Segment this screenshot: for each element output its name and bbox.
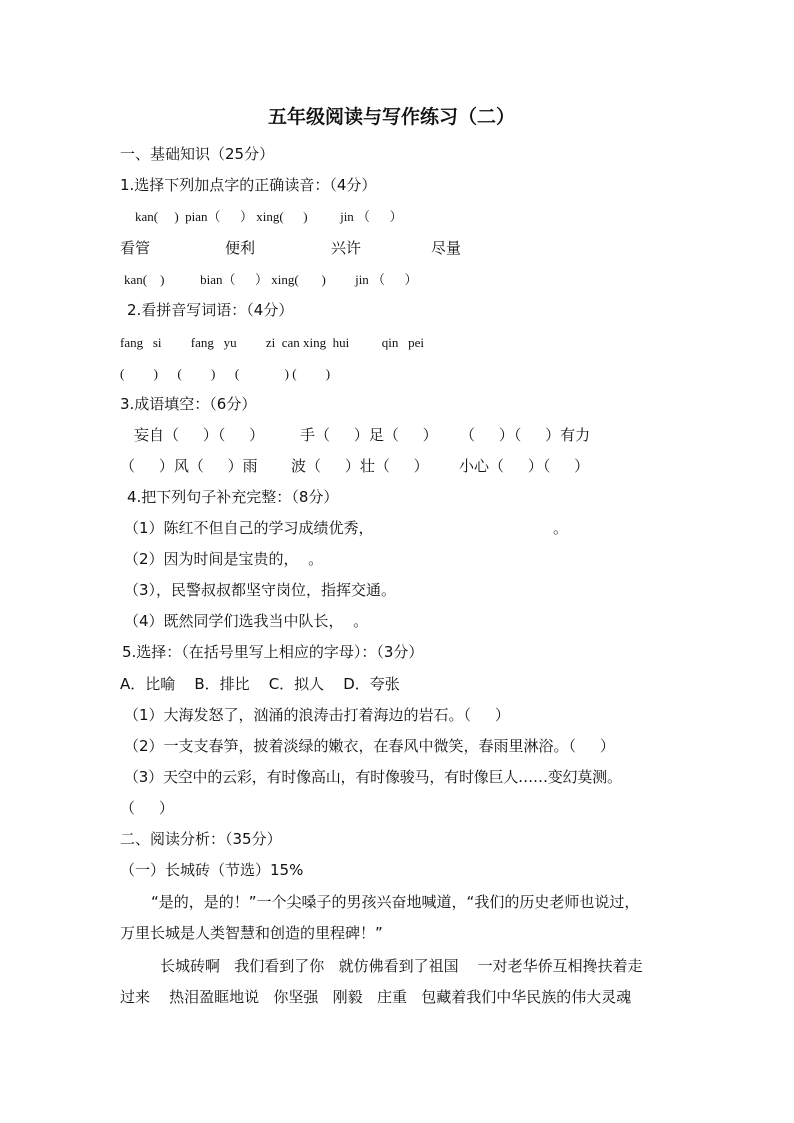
question-2-pinyin-row: fang si fang yu zi can xing hui qin pei (120, 335, 425, 350)
question-1-word-3: 兴许 (331, 239, 362, 257)
question-1-pinyin-row-1: kan( ) pian（ ） xing( ) jin （ ） (135, 209, 403, 224)
question-1-word-4: 尽量 (431, 239, 462, 257)
idiom-blank-6: 小心（ ）（ ） (459, 457, 590, 475)
question-1-word-1: 看管 (120, 239, 151, 257)
idiom-blank-1: 妄自（ ）（ ） (134, 426, 265, 444)
section-heading-reading-analysis: 二、阅读分析：（35分） (120, 830, 282, 848)
question-4-prompt: 4.把下列句子补充完整：（8分） (127, 488, 339, 506)
question-1-word-2: 便利 (225, 239, 256, 257)
idiom-blank-2: 手（ ）足（ ） (300, 426, 438, 444)
document-title: 五年级阅读与写作练习（二） (268, 106, 516, 128)
question-4-item-4: （4）既然同学们选我当中队长， 。 (124, 612, 369, 630)
question-1-prompt: 1.选择下列加点字的正确读音：（4分） (120, 176, 377, 194)
question-4-item-1-end: 。 (553, 519, 569, 537)
passage-paragraph-1-line-2: 万里长城是人类智慧和创造的里程碑！” (120, 924, 383, 942)
question-2-prompt: 2.看拼音写词语：（4分） (127, 301, 294, 319)
question-5-prompt: 5.选择：（在括号里写上相应的字母）：（3分） (122, 643, 424, 661)
idiom-blank-5: 波（ ）壮（ ） (291, 457, 429, 475)
idiom-blank-3: （ ）（ ）有力 (460, 426, 591, 444)
question-5-item-3: （3）天空中的云彩，有时像高山，有时像骏马，有时像巨人……变幻莫测。 (124, 768, 622, 786)
idiom-blank-4: （ ）风（ ）雨 (120, 457, 258, 475)
question-4-item-1: （1）陈红不但自己的学习成绩优秀， (124, 519, 374, 537)
passage-paragraph-2-line-1: 长城砖啊 我们看到了你 就仿佛看到了祖国 一对老华侨互相搀扶着走 (160, 957, 643, 975)
question-5-options: A．比喻 B．排比 C．拟人 D．夸张 (120, 675, 400, 693)
question-5-item-2: （2）一支支春笋，披着淡绿的嫩衣，在春风中微笑，春雨里淋浴。（ ） (124, 737, 615, 755)
question-1-pinyin-row-2: kan( ) bian（ ） xing( ) jin （ ） (124, 272, 418, 287)
question-5-item-3-answer: （ ） (120, 799, 174, 817)
passage-paragraph-2-line-2: 过来 热泪盈眶地说 你坚强 刚毅 庄重 包藏着我们中华民族的伟大灵魂 (120, 988, 632, 1006)
question-5-item-1: （1）大海发怒了，汹涌的浪涛击打着海边的岩石。（ ） (124, 706, 510, 724)
passage-paragraph-1-line-1: “是的，是的！”一个尖嗓子的男孩兴奋地喊道，“我们的历史老师也说过， (151, 893, 640, 911)
question-3-prompt: 3.成语填空：（6分） (120, 395, 257, 413)
question-4-item-3: （3），民警叔叔都坚守岗位，指挥交通。 (124, 581, 397, 599)
question-4-item-2: （2）因为时间是宝贵的， 。 (124, 550, 324, 568)
section-heading-basic-knowledge: 一、基础知识（25分） (120, 145, 275, 163)
question-2-answer-blanks: ( ) ( ) ( ) ( ) (120, 366, 331, 381)
passage-heading: （一）长城砖（节选）15% (120, 861, 304, 879)
